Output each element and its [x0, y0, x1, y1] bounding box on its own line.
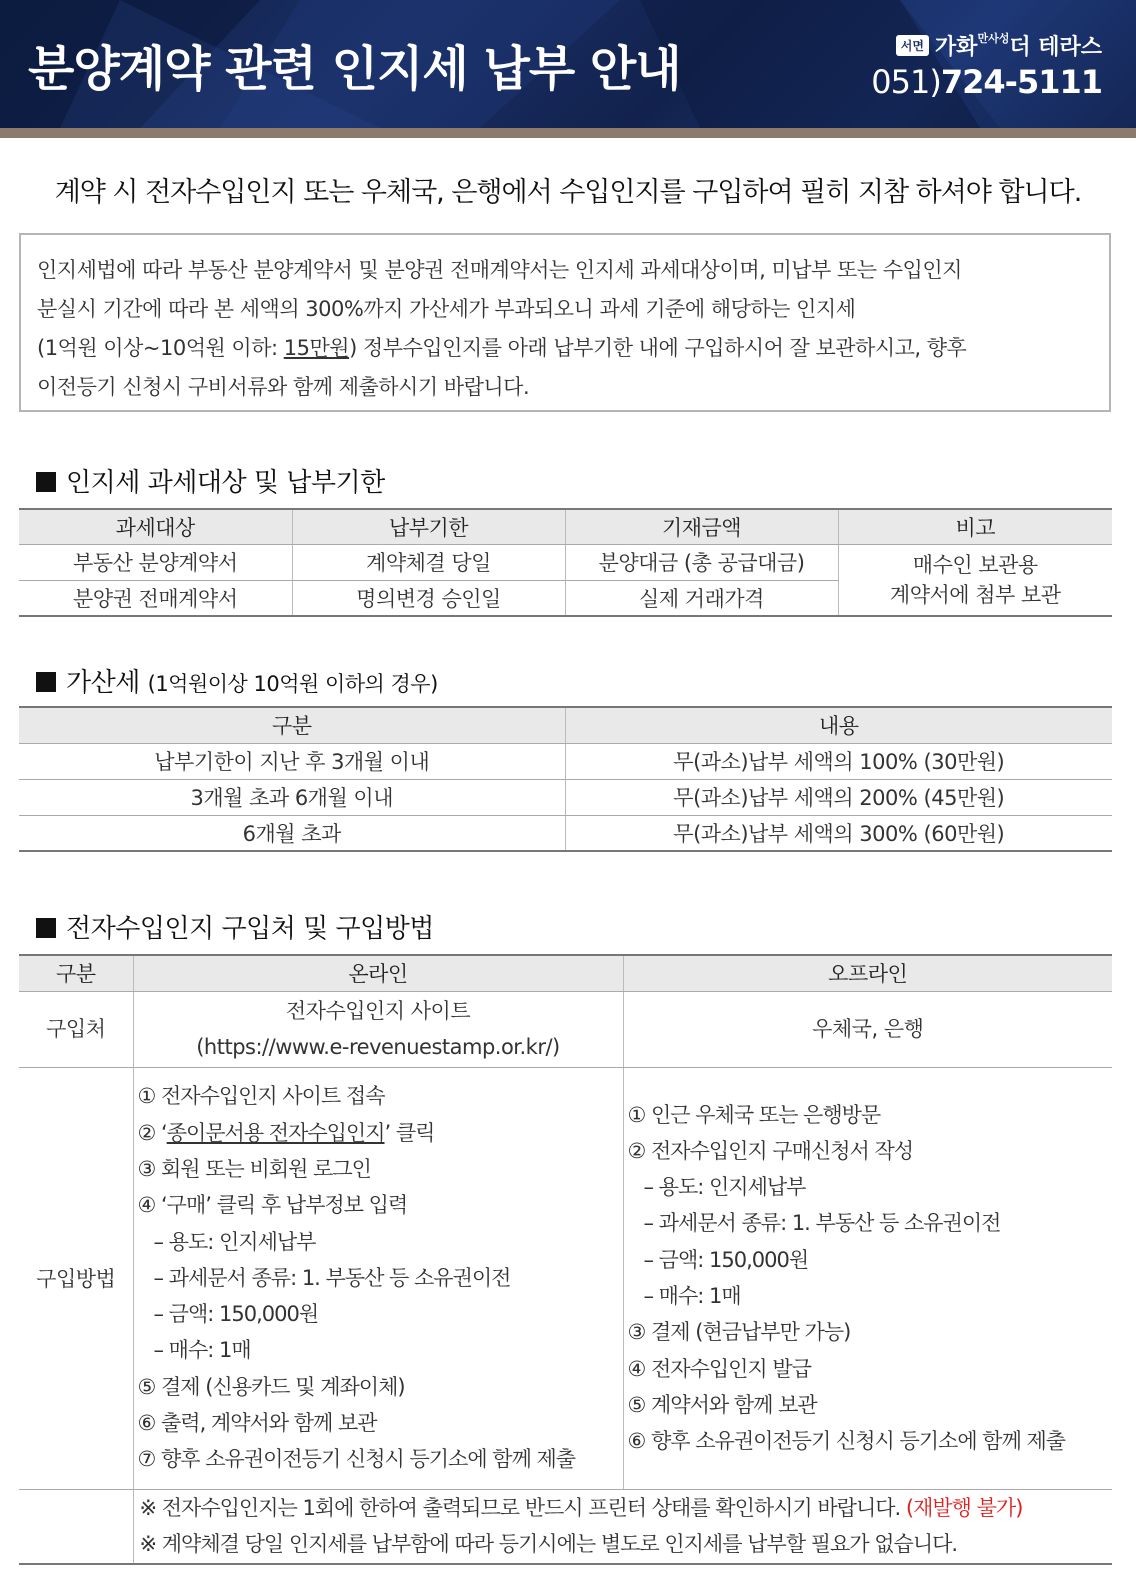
step-item: ② 전자수입인지 구매신청서 작성	[627, 1138, 914, 1163]
tax-target-table	[19, 508, 1112, 617]
brand-name: 가화$^{만사성}$더 테라스	[934, 32, 1102, 60]
step-item: ④ 전자수입인지 발급	[627, 1356, 811, 1381]
step-item: ② ‘종이문서용 전자수입인지’ 클릭	[137, 1120, 435, 1145]
remark-cell: 매수인 보관용 계약서에 첨부 보관	[838, 545, 1112, 616]
footnote: ※ 계약체결 당일 인지세를 납부함에 따라 등기시에는 별도로 인지세를 납부할 필요가 없습니다.	[139, 1532, 958, 1557]
table-cell: 무(과소)납부 세액의 100% (30만원)	[565, 743, 1112, 779]
step-item: ⑤ 계약서와 함께 보관	[627, 1392, 817, 1417]
table-cell: 6개월 초과	[19, 815, 565, 851]
notice-line: (1억원 이상~10억원 이하: 15만원) 정부수입인지를 아래 납부기한 내에 구입하시어 잘 보관하시고, 향후	[37, 336, 967, 360]
row-label: 구입처	[19, 991, 133, 1067]
section-title-purchase: 전자수입인지 구입처 및 구입방법	[36, 908, 434, 945]
table-row	[19, 743, 1112, 779]
lead-text: 계약 시 전자수입인지 또는 우체국, 은행에서 수입인지를 구입하여 필히 지참 하셔야 합니다.	[54, 177, 1082, 208]
step-item: ⑥ 출력, 계약서와 함께 보관	[137, 1411, 377, 1436]
square-bullet-icon	[36, 918, 56, 938]
step-item: ⑦ 향후 소유권이전등기 신청시 등기소에 함께 제출	[137, 1447, 576, 1472]
table-header: 기재금액	[565, 509, 838, 545]
step-sub-item: – 용도: 인지세납부	[153, 1229, 316, 1254]
step-item: ③ 회원 또는 비회원 로그인	[137, 1156, 371, 1181]
notice-line: 인지세법에 따라 부동산 분양계약서 및 분양권 전매계약서는 인지세 과세대상이며, 미납부 또는 수입인지	[37, 258, 962, 282]
table-cell: 무(과소)납부 세액의 200% (45만원)	[565, 779, 1112, 815]
table-row	[19, 545, 1112, 581]
table-row	[19, 1489, 1112, 1564]
site-url: (https://www.e-revenuestamp.or.kr/)	[196, 1035, 560, 1059]
notice-box	[19, 233, 1111, 412]
table-row	[19, 991, 1112, 1067]
square-bullet-icon	[36, 472, 56, 492]
notice-line: 분실시 기간에 따라 본 세액의 300%까지 가산세가 부과되오니 과세 기준에 해당하는 인지세	[37, 297, 856, 321]
step-sub-item: – 금액: 150,000원	[643, 1247, 809, 1272]
online-where-cell: 전자수입인지 사이트 (https://www.e-revenuestamp.or.kr/)	[133, 991, 623, 1067]
brand-block	[871, 30, 1102, 101]
table-header: 비고	[838, 509, 1112, 545]
step-item: ① 전자수입인지 사이트 접속	[137, 1084, 385, 1109]
table-cell: 3개월 초과 6개월 이내	[19, 779, 565, 815]
location-badge: 서면	[896, 35, 929, 56]
step-item: ① 인근 우체국 또는 은행방문	[627, 1102, 881, 1127]
section-title-tax-target: 인지세 과세대상 및 납부기한	[36, 462, 385, 499]
step-sub-item: – 금액: 150,000원	[153, 1302, 319, 1327]
table-row	[19, 815, 1112, 851]
online-steps-cell	[133, 1067, 623, 1489]
table-cell: 명의변경 승인일	[292, 580, 565, 616]
step-sub-item: – 매수: 1매	[153, 1338, 251, 1363]
table-row	[19, 1067, 1112, 1489]
step-item: ⑥ 향후 소유권이전등기 신청시 등기소에 함께 제출	[627, 1429, 1066, 1454]
step-item: ⑤ 결제 (신용카드 및 계좌이체)	[137, 1374, 405, 1399]
offline-steps-cell	[623, 1067, 1112, 1489]
phone-number: 051)724-5111	[871, 63, 1102, 101]
purchase-table	[19, 954, 1112, 1565]
table-cell: 부동산 분양계약서	[19, 545, 292, 581]
notice-line: 이전등기 신청시 구비서류와 함께 제출하시기 바랍니다.	[37, 375, 530, 399]
table-header: 구분	[19, 955, 133, 991]
step-item: ④ ‘구매’ 클릭 후 납부정보 입력	[137, 1193, 408, 1218]
step-item: ③ 결제 (현금납부만 가능)	[627, 1320, 851, 1345]
table-cell: 계약체결 당일	[292, 545, 565, 581]
square-bullet-icon	[36, 672, 56, 692]
footnote: ※ 전자수입인지는 1회에 한하여 출력되므로 반드시 프린터 상태를 확인하시기 바랍니다. (재발행 불가)	[139, 1496, 1023, 1521]
header-accent-bar	[0, 128, 1136, 138]
table-cell: 실제 거래가격	[565, 580, 838, 616]
row-label: 구입방법	[19, 1067, 133, 1489]
footnote-cell	[133, 1489, 1112, 1564]
table-cell: 무(과소)납부 세액의 300% (60만원)	[565, 815, 1112, 851]
table-header: 온라인	[133, 955, 623, 991]
table-cell: 분양권 전매계약서	[19, 580, 292, 616]
table-header: 오프라인	[623, 955, 1112, 991]
tax-amount: 15만원	[283, 336, 350, 360]
empty-cell	[19, 1489, 133, 1564]
penalty-table	[19, 706, 1112, 852]
step-sub-item: – 과세문서 종류: 1. 부동산 등 소유권이전	[643, 1211, 1001, 1236]
header-banner	[0, 0, 1136, 128]
step-sub-item: – 매수: 1매	[643, 1284, 741, 1308]
table-header: 과세대상	[19, 509, 292, 545]
table-header: 내용	[565, 707, 1112, 743]
step-sub-item: – 용도: 인지세납부	[643, 1175, 806, 1200]
table-header: 납부기한	[292, 509, 565, 545]
page-title: 분양계약 관련 인지세 납부 안내	[28, 41, 681, 97]
offline-where-cell: 우체국, 은행	[623, 991, 1112, 1067]
table-cell: 납부기한이 지난 후 3개월 이내	[19, 743, 565, 779]
section-title-penalty: 가산세 (1억원이상 10억원 이하의 경우)	[36, 662, 438, 699]
table-row	[19, 779, 1112, 815]
step-sub-item: – 과세문서 종류: 1. 부동산 등 소유권이전	[153, 1265, 511, 1290]
no-reissue-warning: (재발행 불가)	[905, 1496, 1023, 1521]
table-header: 구분	[19, 707, 565, 743]
table-cell: 분양대금 (총 공급대금)	[565, 545, 838, 581]
